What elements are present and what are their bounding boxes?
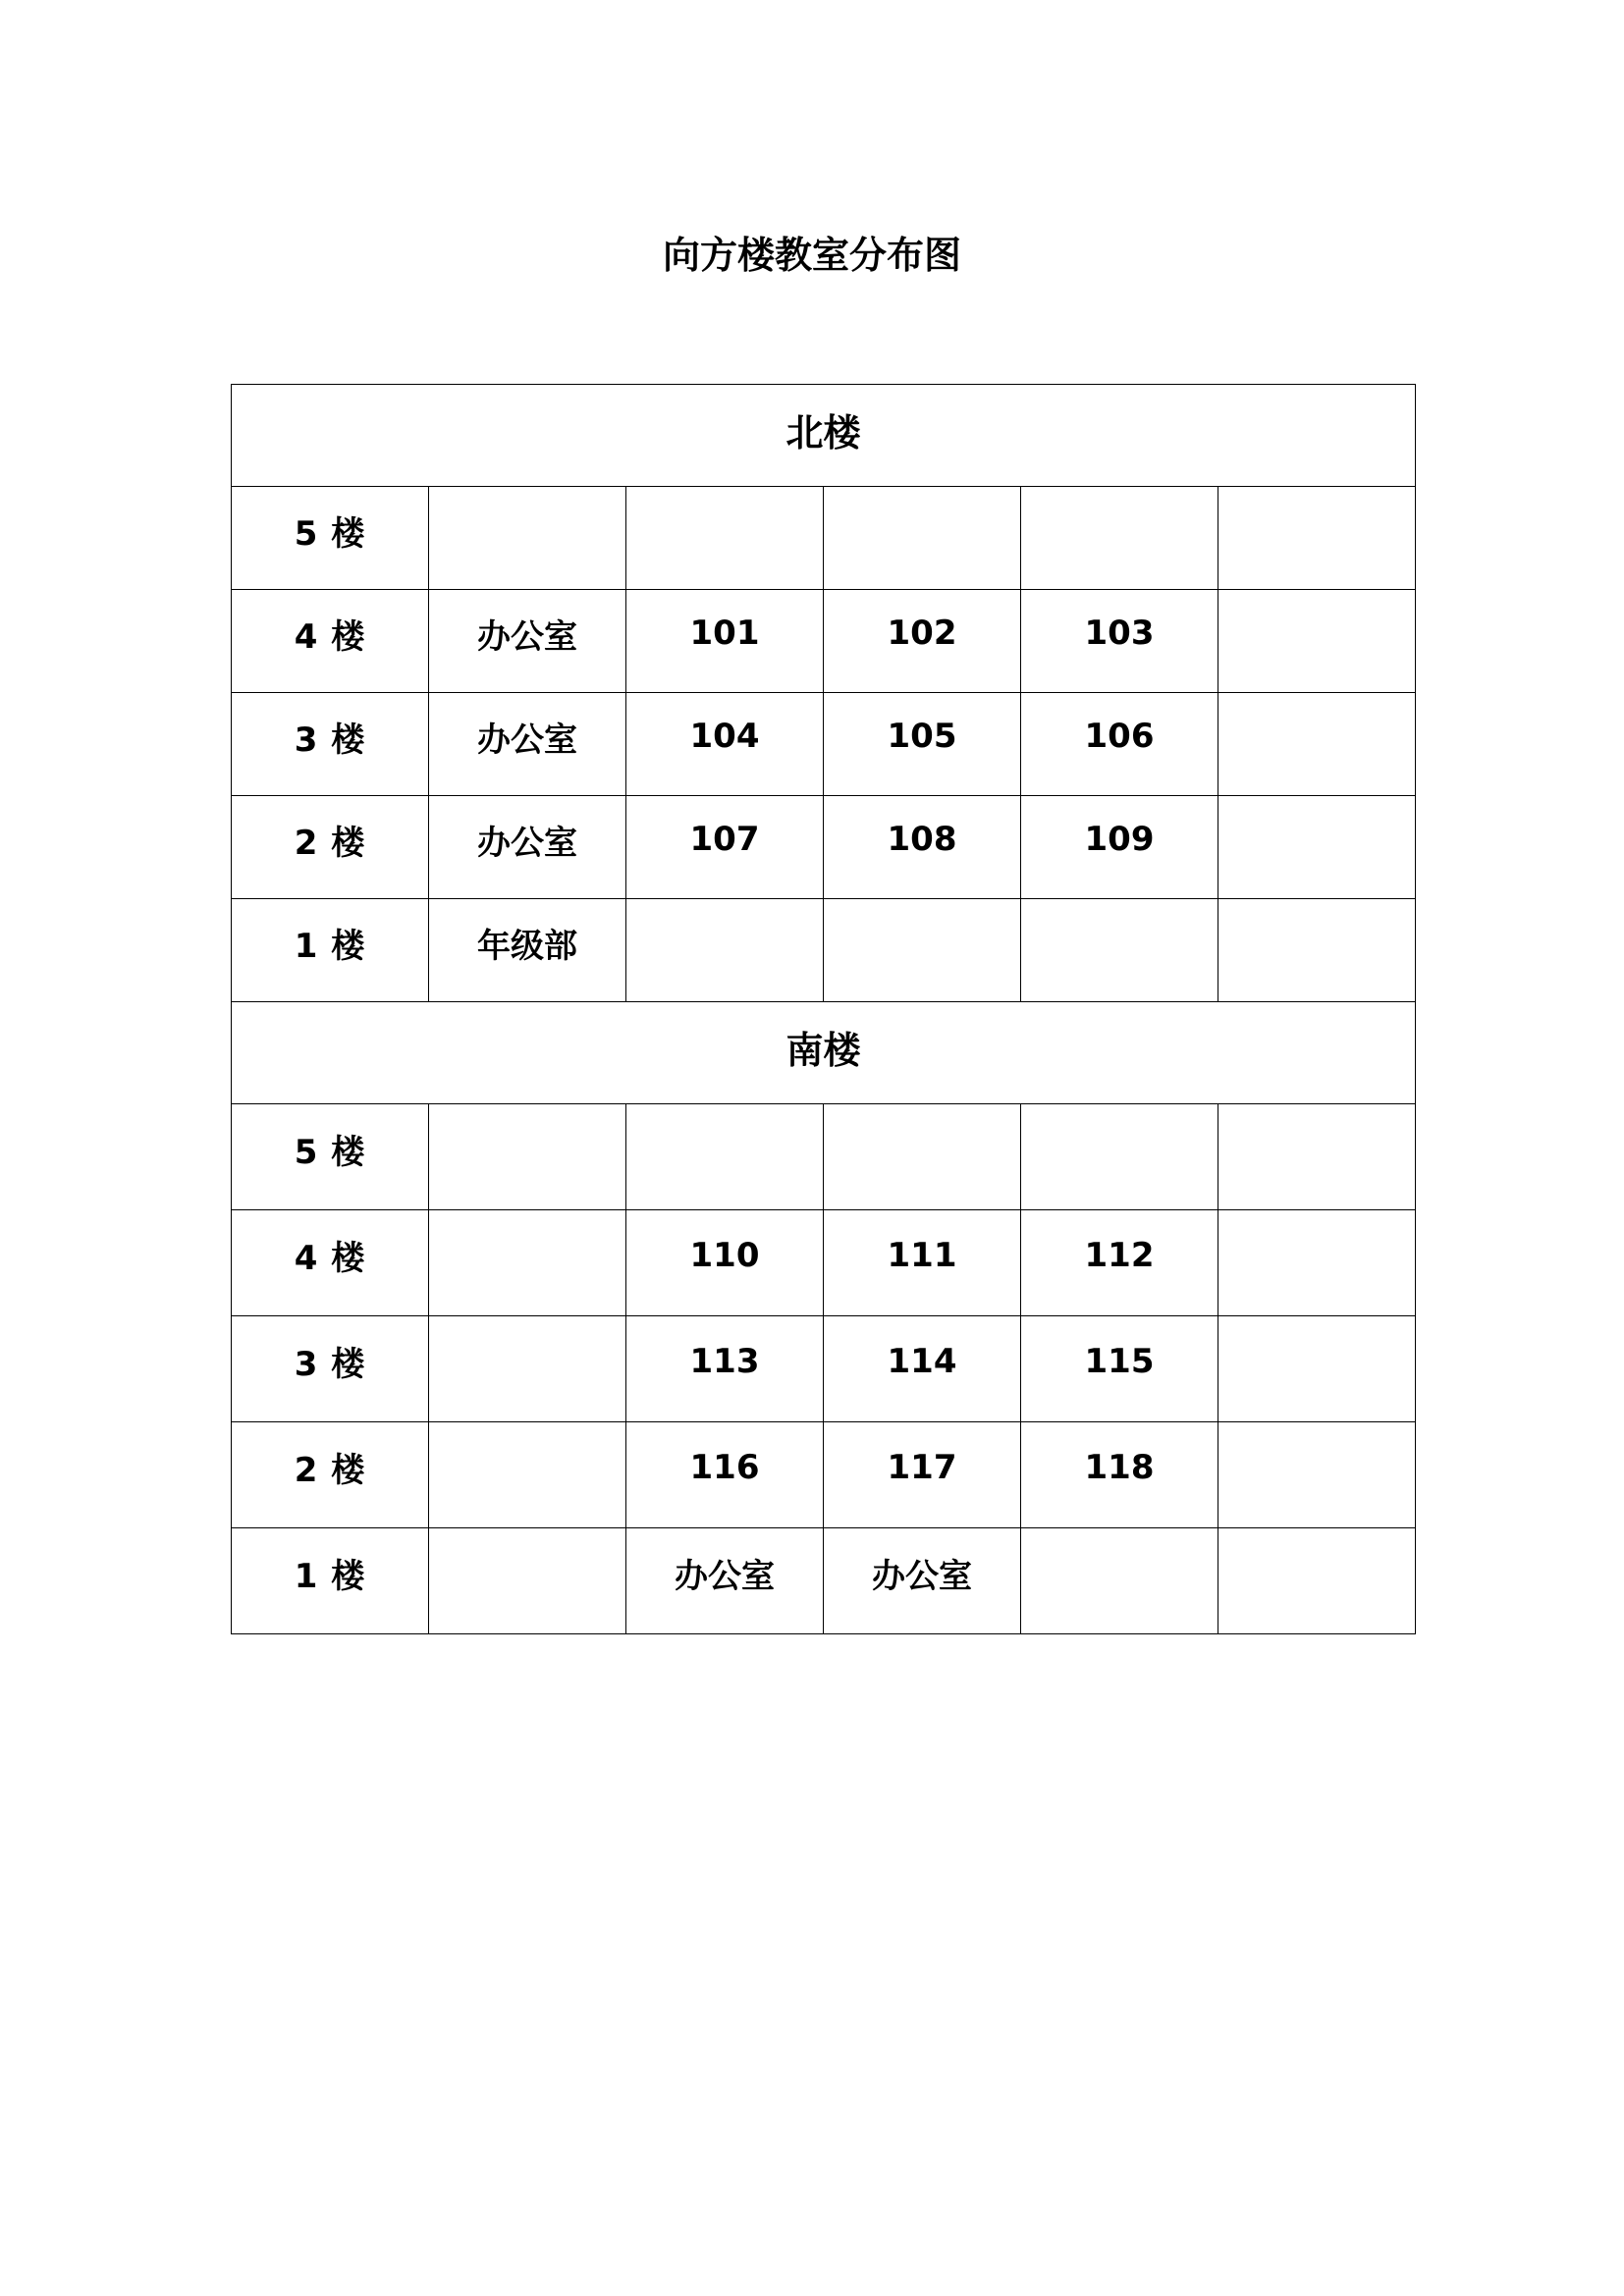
- room-cell: [1218, 1210, 1416, 1316]
- room-cell: [429, 1210, 626, 1316]
- room-cell: [1218, 796, 1416, 899]
- room-cell: 103: [1021, 590, 1218, 693]
- room-cell: [1218, 590, 1416, 693]
- room-cell: [429, 1104, 626, 1210]
- section-header-row-south: [232, 1002, 1416, 1104]
- room-cell: [429, 1528, 626, 1634]
- floor-label: [232, 1316, 429, 1422]
- room-cell: [1021, 1104, 1218, 1210]
- room-cell: [429, 487, 626, 590]
- classroom-distribution-table: [231, 384, 1416, 1634]
- room-cell: [1218, 1528, 1416, 1634]
- room-cell: [1218, 899, 1416, 1002]
- room-cell: 109: [1021, 796, 1218, 899]
- floor-label: [232, 1104, 429, 1210]
- table-row: [232, 796, 1416, 899]
- room-cell: [1218, 487, 1416, 590]
- room-cell: 102: [824, 590, 1021, 693]
- room-cell: [1021, 487, 1218, 590]
- floor-label: [232, 1422, 429, 1528]
- floor-label: [232, 796, 429, 899]
- floor-label: [232, 590, 429, 693]
- floor-label-text: 1 楼: [294, 1557, 366, 1596]
- section-header-row-north: [232, 385, 1416, 487]
- room-cell: 108: [824, 796, 1021, 899]
- room-cell: 104: [626, 693, 824, 796]
- room-cell: [1218, 1422, 1416, 1528]
- room-cell: 办公室: [429, 796, 626, 899]
- room-cell: 107: [626, 796, 824, 899]
- floor-label-text: 1 楼: [294, 926, 366, 966]
- floor-label-text: 3 楼: [294, 720, 366, 760]
- room-cell: [1218, 693, 1416, 796]
- room-cell: 106: [1021, 693, 1218, 796]
- room-cell: [626, 1104, 824, 1210]
- floor-label-text: 2 楼: [294, 823, 366, 863]
- floor-label-text: 5 楼: [294, 513, 366, 554]
- section-header-south: 南楼: [232, 1002, 1416, 1104]
- table-row: [232, 1210, 1416, 1316]
- floor-label-text: 4 楼: [294, 616, 366, 657]
- room-cell: 101: [626, 590, 824, 693]
- table-row: [232, 1422, 1416, 1528]
- room-cell: [824, 1104, 1021, 1210]
- section-header-north: 北楼: [232, 385, 1416, 487]
- room-cell: 年级部: [429, 899, 626, 1002]
- room-cell: 113: [626, 1316, 824, 1422]
- room-cell: [1218, 1316, 1416, 1422]
- floor-label-text: 4 楼: [294, 1239, 366, 1278]
- room-cell: 112: [1021, 1210, 1218, 1316]
- floor-label-text: 3 楼: [294, 1345, 366, 1384]
- table-row: [232, 1528, 1416, 1634]
- room-cell: 办公室: [626, 1528, 824, 1634]
- floor-label: [232, 1210, 429, 1316]
- table-row: [232, 487, 1416, 590]
- room-cell: [1021, 1528, 1218, 1634]
- room-cell: [429, 1422, 626, 1528]
- room-cell: 118: [1021, 1422, 1218, 1528]
- floor-label: [232, 1528, 429, 1634]
- table-row: [232, 693, 1416, 796]
- table-row: [232, 1104, 1416, 1210]
- table-row: [232, 1316, 1416, 1422]
- room-cell: [1021, 899, 1218, 1002]
- room-cell: [429, 1316, 626, 1422]
- table-row: [232, 899, 1416, 1002]
- floor-label: [232, 693, 429, 796]
- floor-label-text: 2 楼: [294, 1451, 366, 1490]
- room-cell: 115: [1021, 1316, 1218, 1422]
- room-cell: [626, 899, 824, 1002]
- floor-label: [232, 899, 429, 1002]
- room-cell: 117: [824, 1422, 1021, 1528]
- room-cell: 110: [626, 1210, 824, 1316]
- room-cell: 办公室: [824, 1528, 1021, 1634]
- room-cell: 办公室: [429, 590, 626, 693]
- room-cell: [824, 899, 1021, 1002]
- floor-label: [232, 487, 429, 590]
- floor-label-text: 5 楼: [294, 1133, 366, 1172]
- room-cell: [1218, 1104, 1416, 1210]
- room-cell: [626, 487, 824, 590]
- room-cell: 116: [626, 1422, 824, 1528]
- room-cell: 111: [824, 1210, 1021, 1316]
- document-title: 向方楼教室分布图: [662, 234, 961, 277]
- table-row: [232, 590, 1416, 693]
- room-cell: 114: [824, 1316, 1021, 1422]
- room-cell: 办公室: [429, 693, 626, 796]
- room-cell: 105: [824, 693, 1021, 796]
- room-cell: [824, 487, 1021, 590]
